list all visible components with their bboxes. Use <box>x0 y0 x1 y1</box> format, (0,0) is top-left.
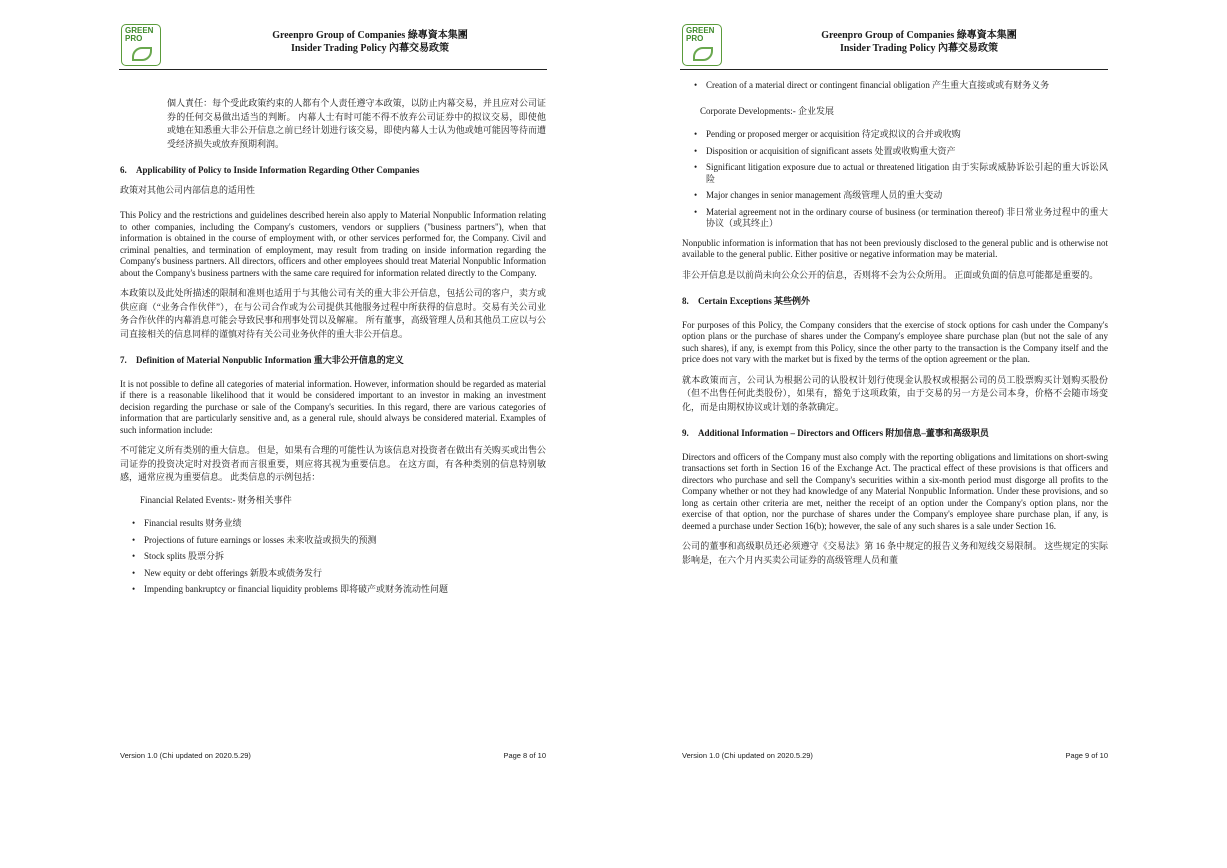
corporate-developments-heading: Corporate Developments:- 企业发展 <box>700 105 834 116</box>
header-policy: Insider Trading Policy 內幕交易政策 <box>290 43 450 54</box>
bullet-dot-icon: • <box>132 584 136 594</box>
list-item: • Creation of a material direct or contingent financial obligation 产生重大直接或或有财务义务 <box>694 80 1050 90</box>
section-9-paragraph-en: Directors and officers of the Company must also comply with the reporting obligations and limitations on short-swing transactions set forth in Section 16 of the Exchange Act. The practical effect of these provisions is that officers and directors who purchase and sell the Company's securities within a six-month period must disgorge all profits to the Company whether or not they had knowledge of any Material Nonpublic Information. Under these provisions, and so long as certain other criteria are met, neither the receipt of an option under the Company's option plans, nor the exercise of that option, nor the purchase of shares under the Company's employee share purchase plan, if any, is deemed a purchase under Section 16(b); however, the sale of any such shares is a sale under Section 16. <box>682 451 1108 531</box>
section-6-paragraph-cn: 本政策以及此处所描述的限制和准则也适用于与其他公司有关的重大非公开信息，包括公司的客户，卖方或供应商（“业务合作伙伴”），在与公司合作或为公司提供其他服务过程中所获得的信息时。交易有关公司业务合作伙伴的内幕消息可能会导致民事和刑事处罚以及解雇。 所有董事，高级管理人员和其他员工应以与公司直接相关的信息同样的谨慎对待有关公司业务伙伴的重大非公开信息。 <box>120 288 546 339</box>
footer-version: Version 1.0 (Chi updated on 2020.5.29) <box>120 751 251 760</box>
section-9-heading: 9. Additional Information – Directors and Officers 附加信息–董事和高级职员 <box>682 428 989 438</box>
obligations-list <box>682 80 1108 92</box>
bullet-dot-icon: • <box>694 145 698 156</box>
page-9-body <box>682 80 1108 575</box>
bullet-dot-icon: • <box>694 80 698 90</box>
list-item: • Disposition or acquisition of significant assets 处置或收购重大资产 <box>694 145 956 156</box>
list-item: • Projections of future earnings or losses 未来收益或损失的预测 <box>132 534 377 545</box>
header-divider <box>680 69 1108 70</box>
section-9-paragraph-cn: 公司的董事和高级职员还必须遵守《交易法》第 16 条中规定的报告义务和短线交易限制。 这些规定的实际影响是，在六个月内买卖公司证券的高级管理人员和董 <box>682 541 1108 565</box>
greenpro-logo-icon: GREEN PRO <box>682 24 722 66</box>
header-company: Greenpro Group of Companies 綠專資本集團 <box>272 30 468 41</box>
page-header <box>190 29 550 55</box>
financial-events-heading: Financial Related Events:- 财务相关事件 <box>140 494 292 505</box>
bullet-dot-icon: • <box>132 567 136 578</box>
header-company: Greenpro Group of Companies 綠專資本集團 <box>821 30 1017 41</box>
section-8-paragraph-cn: 就本政策而言，公司认为根据公司的认股权计划行使现金认股权或根据公司的员工股票购买计划购买股份（但不出售任何此类股份），如果有，豁免于这项政策，由于交易的另一方是公司本身，价格不会随市场变化，而是由期权协议或计划的条款确定。 <box>682 374 1108 412</box>
list-item: • Impending bankruptcy or financial liquidity problems 即将破产或财务流动性问题 <box>132 584 448 594</box>
list-item: • Pending or proposed merger or acquisition 待定或拟议的合并或收购 <box>694 129 961 139</box>
page-8-body <box>120 97 546 604</box>
list-item: • Material agreement not in the ordinary course of business (or termination thereof) 非日常业务过程中的重大协议（或其终止） <box>694 206 1108 228</box>
header-divider <box>119 69 547 70</box>
header-policy: Insider Trading Policy 內幕交易政策 <box>839 43 999 54</box>
bullet-dot-icon: • <box>694 190 698 200</box>
bullet-dot-icon: • <box>132 551 136 561</box>
list-item: • Significant litigation exposure due to actual or threatened litigation 由于实际或威胁诉讼引起的重大诉讼风险 <box>694 162 1108 184</box>
page-9 <box>614 0 1227 868</box>
nonpublic-paragraph-cn: 非公开信息是以前尚未向公众公开的信息，否则将不会为公众所用。 正面或负面的信息可能都是重要的。 <box>682 269 1099 280</box>
page-header <box>739 29 1099 55</box>
list-item: • New equity or debt offerings 新股本或债务发行 <box>132 567 323 578</box>
footer-version: Version 1.0 (Chi updated on 2020.5.29) <box>682 751 813 760</box>
financial-events-list <box>120 518 546 596</box>
section-8-heading: 8. Certain Exceptions 某些例外 <box>682 296 810 306</box>
footer-page-number: Page 8 of 10 <box>503 751 546 760</box>
nonpublic-paragraph-en: Nonpublic information is information that has not been previously disclosed to the general public and is otherwise not available to the general public. Either positive or negative information may be material. <box>682 237 1108 259</box>
footer-page-number: Page 9 of 10 <box>1065 751 1108 760</box>
personal-responsibility-paragraph: 個人責任：每个受此政策约束的人都有个人责任遵守本政策，以防止内幕交易，并且应对公司证券的任何交易做出适当的判断。 内幕人士有时可能不得不放弃公司证券中的拟议交易，即使他或她在知悉重大非公开信息之前已经计划进行该交易，即使内幕人士认为他或她可能因等待而遭受经济损失或放弃预期利润。 <box>167 98 546 149</box>
bullet-dot-icon: • <box>132 534 136 545</box>
list-item: • Major changes in senior management 高级管理人员的重大变动 <box>694 190 943 200</box>
section-7-heading: 7. Definition of Material Nonpublic Information 重大非公开信息的定义 <box>120 355 404 365</box>
section-8-paragraph-en: For purposes of this Policy, the Company considers that the exercise of stock options for cash under the Company's option plans or the purchase of shares under the Company's employee share purchase plan (but not the sale of any such shares), if any, is exempt from this Policy, since the other party to the transaction is the Company itself and the price does not vary with the market but is fixed by the terms of the option agreement or the plan. <box>682 319 1108 364</box>
bullet-dot-icon: • <box>132 518 136 528</box>
section-6-paragraph-en: This Policy and the restrictions and guidelines described herein also apply to Material Nonpublic Information relating to other companies, including the Company's customers, vendors or suppliers ("business partners"), when that information is obtained in the course of employment with, or other services performed for, the Company. Civil and criminal penalties, and termination of employment, may result from trading on inside information regarding the Company's business partners. All directors, officers and other employees should treat Material Nonpublic Information about the Company's business partners with the same care required for information related directly to the Company. <box>120 210 546 278</box>
list-item: • Stock splits 股票分拆 <box>132 551 225 561</box>
bullet-dot-icon: • <box>694 162 698 172</box>
corporate-developments-list <box>682 129 1108 230</box>
greenpro-logo-icon: GREEN PRO <box>121 24 161 66</box>
bullet-dot-icon: • <box>694 129 698 139</box>
section-7-paragraph-en: It is not possible to define all categories of material information. However, information should be regarded as material if there is a reasonable likelihood that it would be considered important to an investor in making an investment decision regarding the purchase or sale of the Company's securities. In this regard, there are various categories of information that are particularly sensitive and, as a general rule, should always be considered material. Examples of such information include: <box>120 378 546 435</box>
section-6-heading: 6. Applicability of Policy to Inside Information Regarding Other Companies <box>120 165 420 175</box>
page-8 <box>0 0 613 868</box>
list-item: • Financial results 财务业绩 <box>132 518 242 528</box>
bullet-dot-icon: • <box>694 206 698 217</box>
section-7-paragraph-cn: 不可能定义所有类别的重大信息。 但是，如果有合理的可能性认为该信息对投资者在做出有关购买或出售公司证券的投资决定时对投资者而言很重要，则应将其视为重要信息。 在这方面，有各种类别的信息特别敏感，通常应视为重要信息。 此类信息的示例包括： <box>120 445 546 482</box>
section-6-heading-cn: 政策对其他公司内部信息的适用性 <box>120 184 256 195</box>
